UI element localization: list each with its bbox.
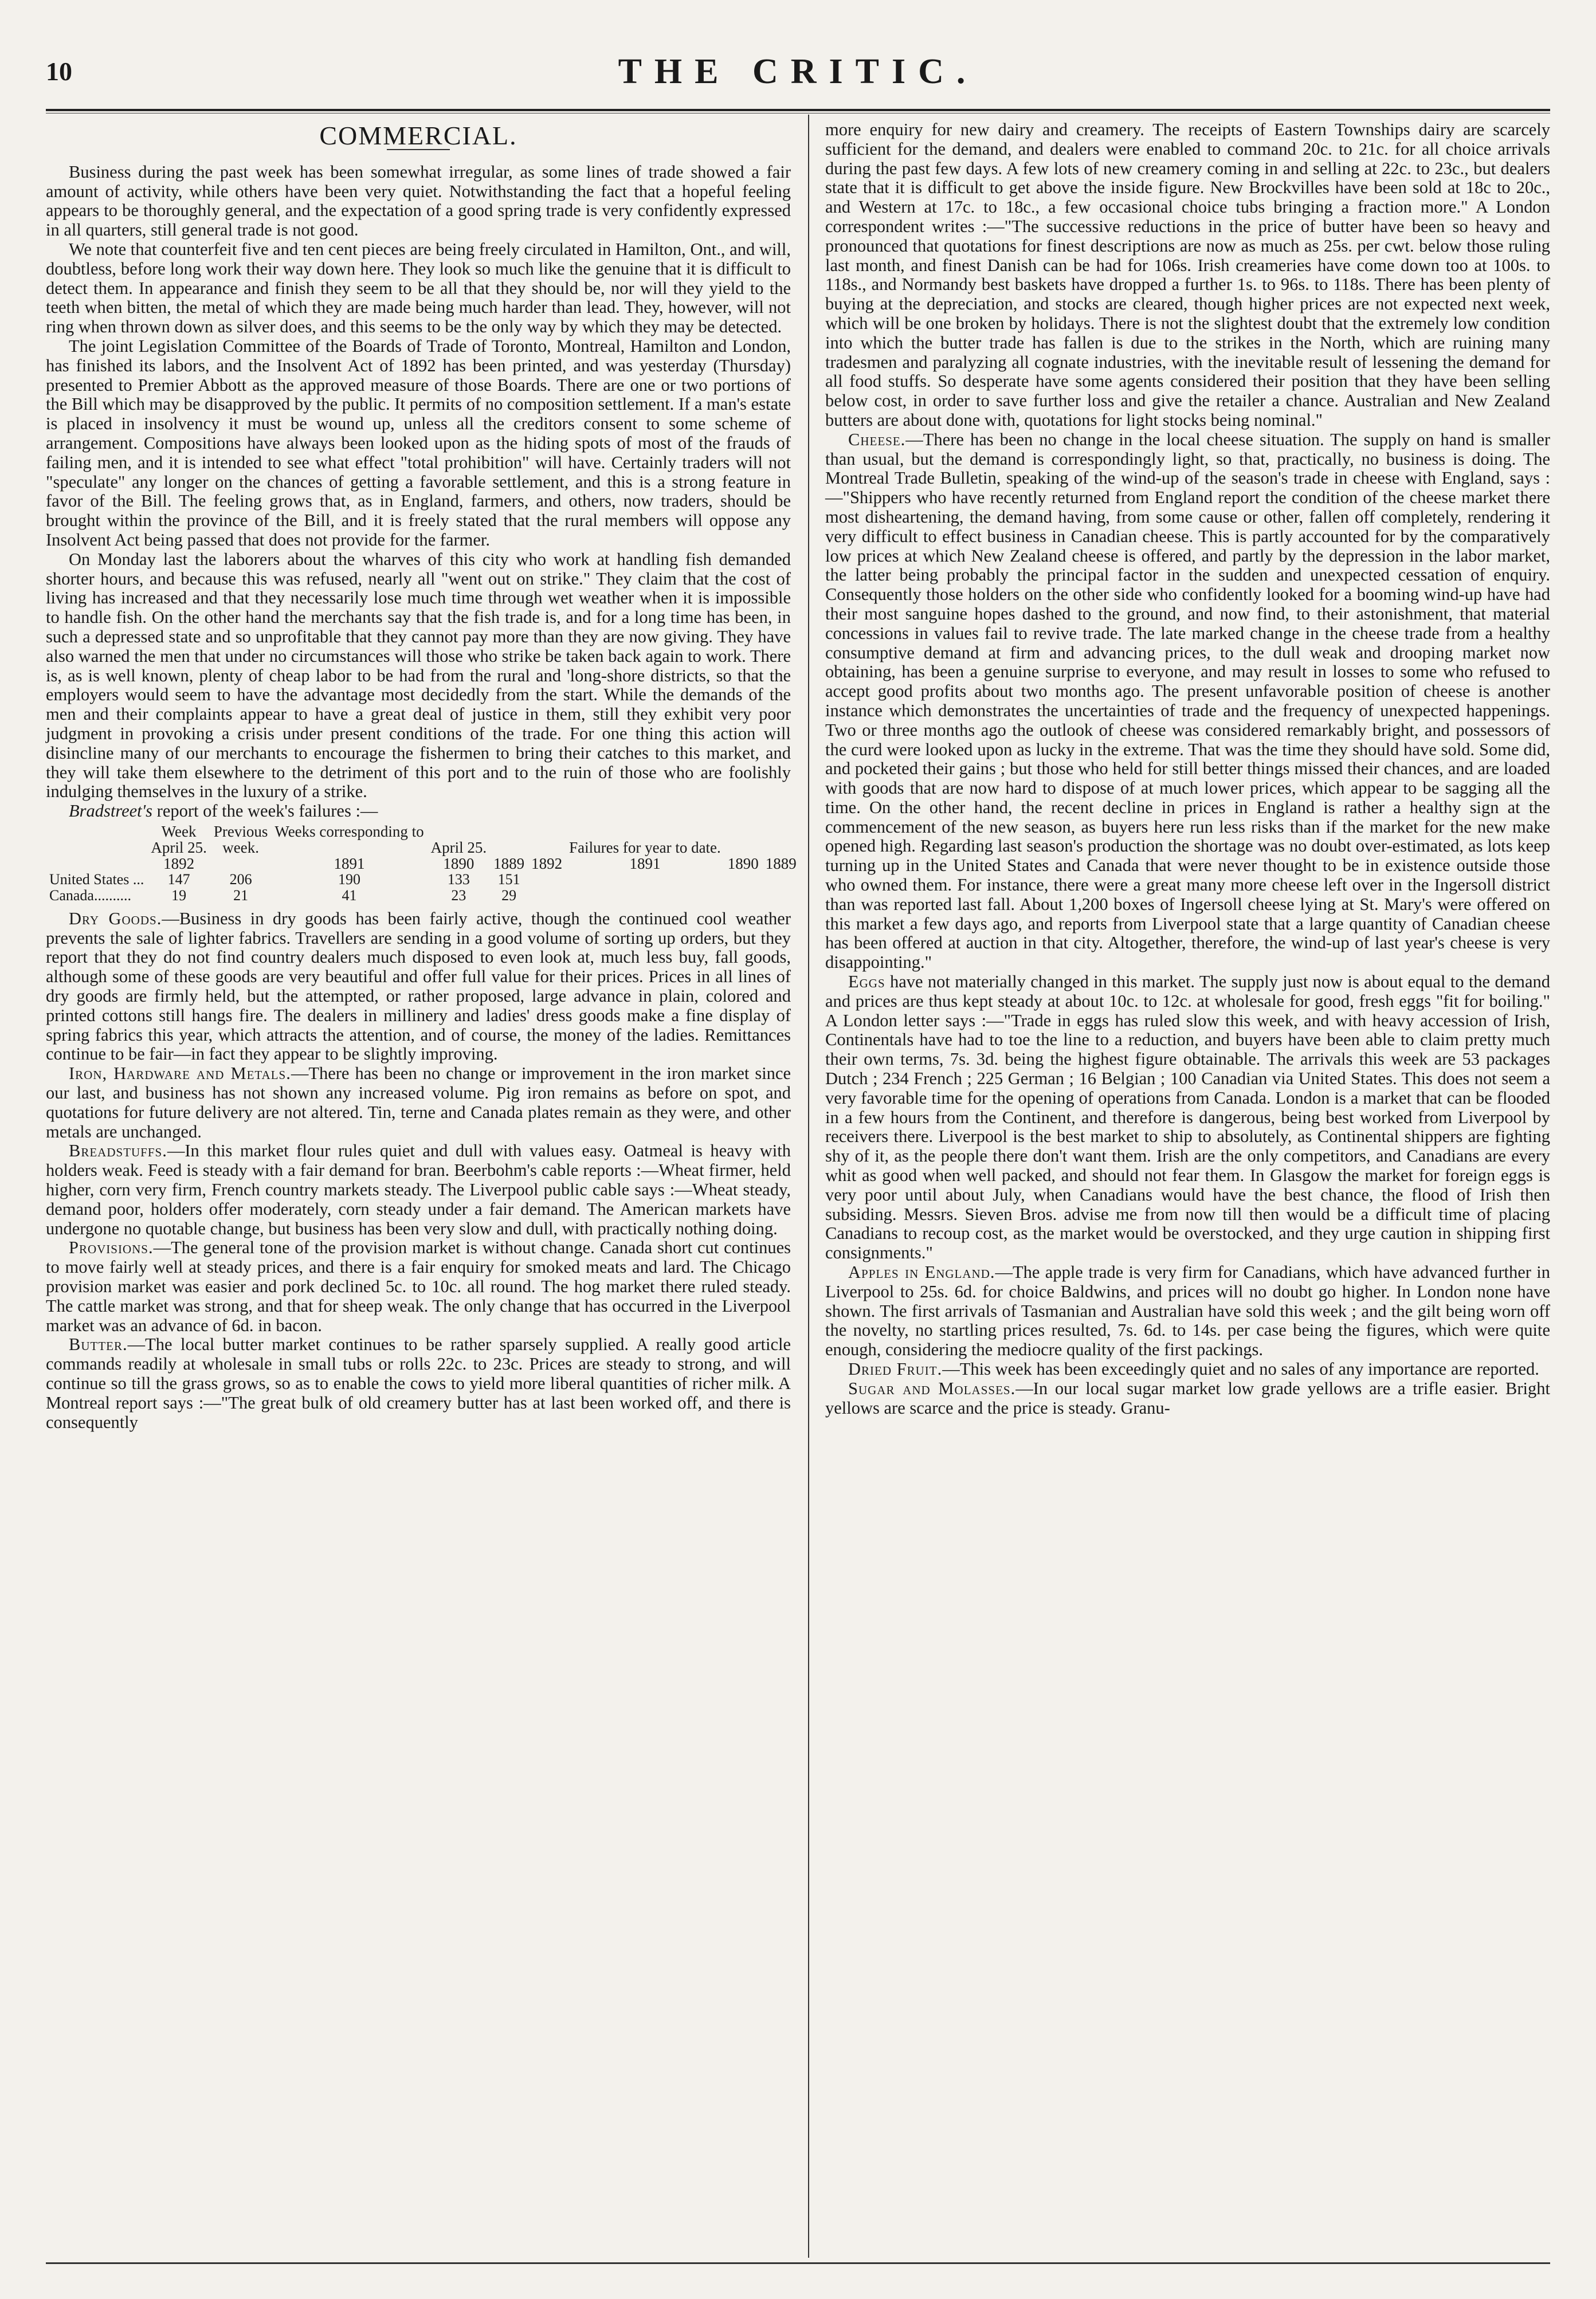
page-number: 10	[46, 57, 72, 86]
table-cell	[724, 872, 762, 888]
trade-paragraph	[825, 430, 1550, 972]
table-header-row	[46, 839, 800, 856]
trade-paragraph	[825, 1263, 1550, 1360]
trade-paragraph	[46, 1064, 791, 1141]
left-column	[46, 120, 797, 2252]
table-header-row	[46, 823, 800, 839]
trade-heading: Cheese.	[848, 429, 906, 449]
trade-reports-right	[825, 120, 1550, 1418]
table-cell: 206	[229, 870, 252, 888]
table-cell: week.	[222, 838, 259, 856]
bradstreet-lead	[46, 802, 791, 821]
trade-paragraph	[46, 1335, 791, 1432]
trade-text: —In this market flour rules quiet and dull with values easy. Oatmeal is heavy with holders weak. Feed is steady with a fair demand for bran. Beerbohm's cable reports :—Wheat firmer, held higher, corn very firm, French country markets steady. The Liverpool public cable says :—Wheat steady, demand poor, holders offer moderately, corn steady under a fair demand. The American markets have undergone no quotable change, but business has been very slow and dull, with practically nothing doing.	[46, 1141, 791, 1238]
table-cell: 151	[497, 870, 520, 888]
table-cell: 1890	[443, 854, 475, 872]
table-row	[46, 888, 800, 904]
trade-paragraph	[46, 1238, 791, 1335]
failures-table	[46, 823, 800, 904]
table-cell: April 25.	[430, 838, 487, 856]
column-divider	[808, 115, 809, 2258]
table-cell	[762, 823, 800, 839]
trade-paragraph	[825, 1360, 1550, 1379]
table-cell: Week	[161, 822, 197, 840]
trade-text: —There has been no change in the local cheese situation. The supply on hand is smaller than usual, but the demand is correspondingly light, so that, practically, no business is doing. The Montreal Trade Bulletin, speaking of the wind-up of the season's trade in cheese with England, says :—"Shippers who have recently returned from England report the condition of the cheese market there most disheartening, the demand having, from some cause or other, fallen off completely, rendering it very difficult to effect business in Canadian cheese. This is partly accounted for by the comparatively low prices at which New Zealand cheese is offered, and partly by the depression in the labor market, the latter being probably the principal factor in the sudden and unexpected cessation of enquiry. Consequently those holders on the other side who confidently looked for a booming wind-up have had their most sanguine hopes dashed to the ground, and now find, to their astonishment, that material concessions in values fail to revive trade. The late marked change in the cheese trade from a healthy consumptive demand at firm and advancing prices, to the dull weak and drooping market now obtaining, has been a genuine surprise to everyone, and may result in losses to some who refused to accept good profits about two months ago. The present unfavorable position of cheese is another instance which demonstrates the uncertainties of trade and the frequency of unexpected happenings. Two or three months ago the outlook of cheese was considered remarkably bright, and possessors of the curd were looked upon as lucky in the extreme. That was the time they should have sold. Some did, and pocketed their gains ; but those who held for still better things missed their chances, and are loaded with goods that are now hard to dispose of at much lower prices, which appear to be sagging all the time. On the other hand, the recent decline in prices in England is rather a healthy sign at the commencement of the new season, as buyers here run less risks than if the market for the new make opened high. Regarding last season's production the shortage was no doubt over-estimated, as lots keep turning up in the United States and Canada that were never thought to be in existence outside those who owned them. For instance, there were a great many more cheese left over in the Ingersoll district than was reported last fall. About 1,200 boxes of Ingersoll cheese lying at St. Mary's were offered on this market a few days ago, and reports from Liverpool state that a large quantity of Canadian cheese has been offered at auction in that city. Altogether, therefore, the wind-up of last year's cheese is very disappointing."	[825, 429, 1550, 972]
section-title: COMMERCIAL.	[319, 121, 517, 150]
trade-paragraph	[825, 1379, 1550, 1418]
publication-title: THE CRITIC.	[618, 52, 978, 91]
table-cell	[271, 839, 427, 856]
table-row	[46, 872, 800, 888]
trade-paragraph	[46, 909, 791, 1064]
table-cell: 23	[451, 886, 466, 904]
table-cell: 1891	[629, 854, 661, 872]
table-cell: 147	[167, 870, 190, 888]
bradstreet-rest: report of the week's failures :—	[152, 801, 378, 821]
table-cell: 1891	[334, 854, 365, 872]
paragraph-counterfeit: We note that counterfeit five and ten cent pieces are being freely circulated in Hamilton, Ont., and will, doubtless, before long work their way down here. They look so much like the genuine that it is difficult to detect them. In appearance and finish they seem to be all that they should be, nor will they yield to the teeth when bitten, the metal of which they are made being much harder than lead. They, however, will not ring when thrown down as silver does, and this seems to be the only way by which they may be detected.	[46, 239, 791, 337]
table-cell	[490, 839, 528, 856]
table-cell	[210, 856, 272, 872]
table-cell: 41	[342, 886, 357, 904]
trade-heading: Provisions.	[69, 1238, 154, 1258]
trade-text: —The local butter market continues to be rather sparsely supplied. A really good article commands readily at wholesale in small tubs or rolls 22c. to 23c. Prices are steady to strong, and will continue so till the grass grows, so as to enable the cows to yield more liberal quantities of richer milk. A Montreal report says :—"The great bulk of old creamery butter has at last been worked off, and there is consequently	[46, 1335, 791, 1432]
bradstreet-name: Bradstreet's	[69, 801, 153, 821]
table-cell	[428, 823, 491, 839]
trade-text: —The general tone of the provision market is without change. Canada short cut continues to move fairly well at steady prices, and there is a fair enquiry for smoked meats and lard. The Chicago provision market was easier and pork declined 5c. to 10c. all round. The hog market there ruled steady. The cattle market was strong, and that for sheep weak. The only change that has occurred in the Liverpool market was an advance of 6d. in bacon.	[46, 1238, 791, 1335]
table-cell	[566, 888, 724, 904]
trade-text: more enquiry for new dairy and creamery. The receipts of Eastern Townships dairy are scarcely sufficient for the demand, and dealers were enabled to command 20c. to 21c. for all choice arrivals during the past few days. A few lots of new creamery coming in and selling at 22c. to 23c., but dealers state that it is difficult to get above the inside figure. New Brockvilles have been sold at 18c to 20c., and Western at 17c. to 18c., a few occasional choice tubs bringing a fraction more." A London correspondent writes :—"The successive reductions in the price of butter have been so heavy and pronounced that quotations for finest descriptions are now as much as 25s. per cwt. below those ruling last month, and finest Danish can be had for 106s. Irish creameries have come down too at 100s. to 118s., and Normandy best baskets have dropped a further 1s. to 96s. to 118s. There has been plenty of buying at the depreciation, and stocks are cleared, though higher prices are not expected next week, which will be one broken by holidays. There is not the slightest doubt that the extremely low condition into which the butter trade has fallen is due to the strikes in the North, which are ruining many tradesmen and paralyzing all cognate industries, with the inevitable result of lessening the demand for all food stuffs. So desperate have some agents considered their position that they have been selling below cost, in order to save further loss and give the retailer a chance. Australian and New Zealand butters are about done with, quotations for light stocks being nominal."	[825, 120, 1550, 430]
trade-paragraph	[46, 1141, 791, 1238]
table-cell: United States ...	[49, 870, 144, 888]
trade-paragraph	[825, 120, 1550, 430]
table-cell	[566, 823, 724, 839]
table-cell	[46, 823, 147, 839]
table-cell: 1890	[727, 854, 759, 872]
table-cell: April 25.	[151, 838, 207, 856]
header-rule	[46, 109, 1550, 111]
trade-paragraph	[825, 972, 1550, 1263]
table-cell	[528, 823, 566, 839]
table-cell	[528, 888, 566, 904]
table-cell	[724, 888, 762, 904]
trade-text: —This week has been exceedingly quiet and no sales of any importance are reported.	[942, 1359, 1539, 1379]
table-cell	[46, 856, 147, 872]
table-header-row	[46, 856, 800, 872]
table-cell: Weeks corresponding to	[275, 822, 424, 840]
trade-heading: Eggs	[848, 972, 885, 992]
table-cell: 1892	[163, 854, 195, 872]
table-cell	[724, 839, 762, 856]
table-cell: 133	[447, 870, 470, 888]
trade-text: have not materially changed in this market. The supply just now is about equal to the demand and prices are thus kept steady at about 10c. to 12c. at wholesale for good, fresh eggs "fit for boiling." A London letter says :—"Trade in eggs has ruled slow this week, and with heavy accession of Irish, Continentals have had to toe the line to a reduction, and buyers have been able to claim pretty much their own terms, 7s. 3d. being the highest figure obtainable. The arrivals this week are 53 packages Dutch ; 234 French ; 225 German ; 16 Belgian ; 100 Canadian via United States. This does not seem a very favorable time for the opening of operations from Canada. London is a market that can be flooded in a few hours from the Continent, and therefore is dangerous, being best worked from Liverpool by receivers there. Liverpool is the best market to ship to absolutely, as Continental shippers are fighting shy of it, as the people there don't want them. Irish are the only competitors, and Canadians are every whit as good when well packed, and should not fear them. In Glasgow the market for foreign eggs is very poor until about July, when Canadians would have the best chance, the flood of Irish then subsiding. Messrs. Sieven Bros. advise me from now till then would be a difficult time of placing Canadians to recoup cost, as the market would be overstocked, and they urge caution in shipping first consignments."	[825, 972, 1550, 1263]
trade-heading: Apples in England.	[848, 1262, 995, 1282]
table-cell: 21	[233, 886, 249, 904]
trade-reports-left	[46, 909, 791, 1433]
trade-heading: Breadstuffs.	[69, 1141, 167, 1161]
trade-text: —Business in dry goods has been fairly active, though the continued cool weather prevents the sale of lighter fabrics. Travellers are sending in a good volume of sorting up orders, but they report that they do not find country dealers much disposed to even look at, much less buy, fall goods, although some of these goods are very beautiful and offer full value for their prices. Prices in all lines of dry goods are firmly held, but the attempted, or rather proposed, large advance in plain, colored and printed cottons still hangs fire. The dealers in millinery and ladies' dress goods make a fine display of spring fabrics this year, which attracts the attention, and of course, the money of the ladies. Remittances continue to be fair—in fact they appear to be slightly improving.	[46, 908, 791, 1064]
trade-heading: Sugar and Molasses.	[848, 1378, 1016, 1398]
page-header	[46, 52, 1550, 103]
table-cell: 1892	[531, 854, 563, 872]
table-cell: 29	[501, 886, 517, 904]
footer-rule	[46, 2262, 1550, 2264]
trade-heading: Dry Goods.	[69, 908, 162, 928]
trade-text: —There has been no change or improvement in the iron market since our last, and business has not shown any increased volume. Pig iron remains as before on spot, and quotations for future delivery are not altered. Tin, terne and Canada plates remain as they were, and other metals are unchanged.	[46, 1064, 791, 1141]
table-cell	[762, 839, 800, 856]
table-cell: 1889	[765, 854, 797, 872]
table-cell: 1889	[493, 854, 525, 872]
table-cell: Canada..........	[49, 886, 131, 904]
table-cell	[490, 823, 528, 839]
table-cell	[724, 823, 762, 839]
table-cell: Failures for year to date.	[569, 838, 721, 856]
trade-heading: Butter.	[69, 1335, 128, 1355]
trade-heading: Iron, Hardware and Metals.	[69, 1064, 291, 1084]
table-cell: 190	[338, 870, 360, 888]
table-cell	[528, 872, 566, 888]
table-cell	[528, 839, 566, 856]
table-cell	[762, 872, 800, 888]
table-cell: Previous	[213, 822, 268, 840]
table-cell	[46, 839, 147, 856]
paragraph-business: Business during the past week has been somewhat irregular, as some lines of trade showed a fair amount of activity, while others have been very quiet. Notwithstanding the fact that a hopeful feeling appears to be thoroughly general, and the expectation of a good spring trade is very confidently expressed in all quarters, still general trade is not good.	[46, 162, 791, 240]
table-cell: 19	[171, 886, 187, 904]
trade-heading: Dried Fruit.	[848, 1359, 943, 1379]
paragraph-insolvent-act: The joint Legislation Committee of the Boards of Trade of Toronto, Montreal, Hamilton and London, has finished its labors, and the Insolvent Act of 1892 has been printed, and was yesterday (Thursday) presented to Premier Abbott as the approved measure of those Boards. There are one or two portions of the Bill which may be disapproved by the public. It permits of no composition settlement. If a man's estate is placed in insolvency it must be wound up, unless all the creditors consent to some scheme of arrangement. Compositions have always been looked upon as the hiding spots of most of the frauds of failing men, and it is intended to see what effect "total prohibition" will have. Certainly traders will not "speculate" any longer on the chances of getting a favorable settlement, and this is a strong feature in favor of the Bill. The feeling grows that, as in England, farmers, and others, now traders, should be brought within the province of the Bill, and it is freely stated that the rural members will oppose any Insolvent Act being passed that does not provide for the farmer.	[46, 336, 791, 550]
right-column	[825, 120, 1550, 2252]
trade-text: —The apple trade is very firm for Canadians, which have advanced further in Liverpool to 25s. 6d. for choice Baldwins, and prices will no doubt go higher. In London none have shown. The first arrivals of Tasmanian and Australian have sold this week ; and the gilt being worn off the novelty, no startling prices resulted, 7s. 6d. to 14s. per case being the figures, which were quite enough, considering the mediocre quality of the first packings.	[825, 1262, 1550, 1360]
table-cell	[762, 888, 800, 904]
paragraph-strike: On Monday last the laborers about the wharves of this city who work at handling fish demanded shorter hours, and because this was refused, nearly all "went out on strike." They claim that the cost of living has increased and that they necessarily lose much time through wet weather when it is impossible to handle fish. On the other hand the merchants say that the fish trade is, and for a long time has been, in such a depressed state and so unprofitable that they cannot pay more than they are now giving. They have also warned the men that under no circumstances will those who strike be taken back again to work. There is, as is well known, plenty of cheap labor to be had from the rural and 'long-shore districts, so that the employers would seem to have the advantage most decidedly from the start. While the demands of the men and their complaints appear to have a great deal of justice in them, still they exhibit very poor judgment in provoking a crisis under present conditions of the trade. For one thing this action will disincline many of our merchants to encourage the fishermen to bring their catches to this market, and they will take them elsewhere to the detriment of this port and to the ruin of those who are foolishly indulging themselves in the luxury of a strike.	[46, 549, 791, 802]
table-cell	[566, 872, 724, 888]
trade-text: —In our local sugar market low grade yellows are a trifle easier. Bright yellows are scarce and the price is steady. Granu-	[825, 1378, 1550, 1418]
